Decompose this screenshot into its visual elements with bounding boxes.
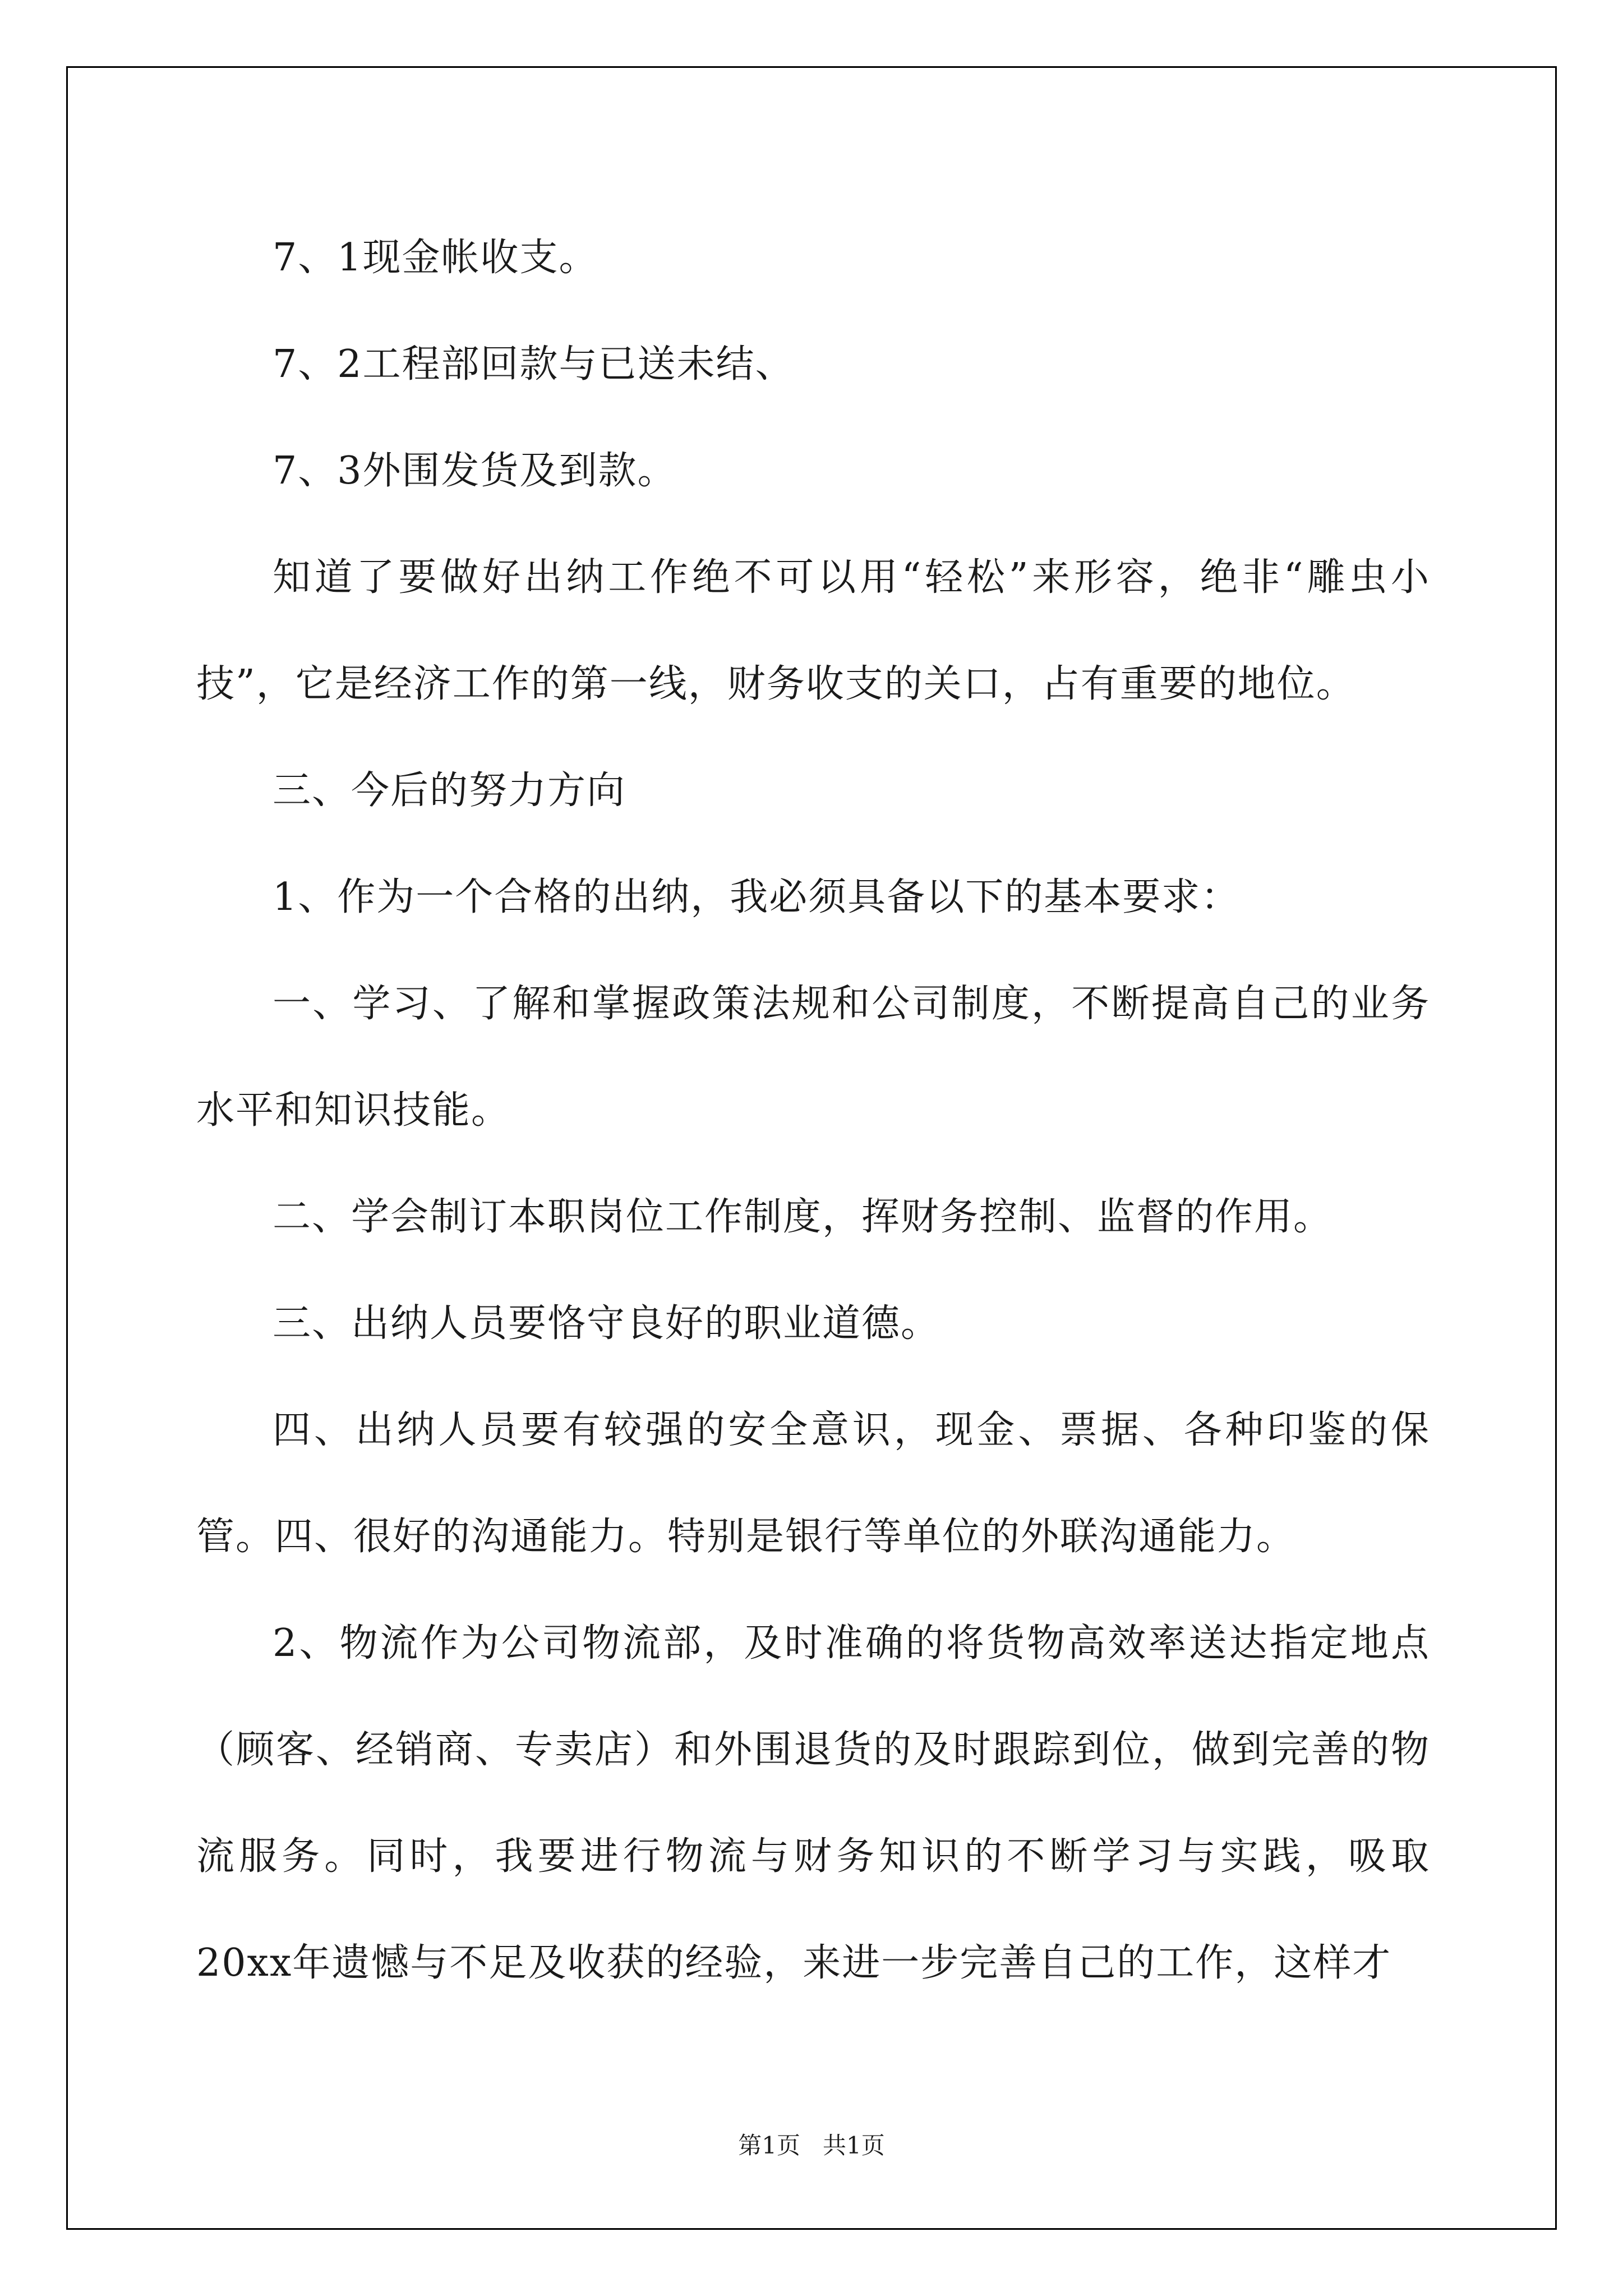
page-total: 共1页 bbox=[823, 2132, 885, 2159]
page-footer bbox=[0, 2127, 1623, 2161]
page-number: 第1页 bbox=[738, 2132, 800, 2159]
paragraph: 1、作为一个合格的出纳，我必须具备以下的基本要求： bbox=[273, 875, 1241, 919]
paragraph: 7、3外围发货及到款。 bbox=[273, 449, 677, 493]
paragraph: 2、物流作为公司物流部，及时准确的将货物高效率送达指定地点（顾客、经销商、专卖店）和外围退货的及时跟踪到位，做到完善的物流服务。同时，我要进行物流与财务知识的不断学习与实践，吸取20xx年遗憾与不足及收获的经验，来进一步完善自己的工作，这样才 bbox=[196, 1621, 1430, 1985]
paragraph: 7、1现金帐收支。 bbox=[273, 236, 598, 280]
paragraph: 7、2工程部回款与已送未结、 bbox=[273, 342, 795, 386]
paragraph: 二、学会制订本职岗位工作制度，挥财务控制、监督的作用。 bbox=[273, 1195, 1333, 1239]
paragraph: 四、出纳人员要有较强的安全意识，现金、票据、各种印鉴的保管。四、很好的沟通能力。特别是银行等单位的外联沟通能力。 bbox=[196, 1408, 1430, 1559]
paragraph: 知道了要做好出纳工作绝不可以用“轻松”来形容，绝非“雕虫小技”，它是经济工作的第一线，财务收支的关口，占有重要的地位。 bbox=[196, 555, 1430, 706]
paragraph: 三、出纳人员要恪守良好的职业道德。 bbox=[273, 1301, 940, 1346]
document-body bbox=[196, 205, 1430, 2017]
section-heading: 三、今后的努力方向 bbox=[273, 769, 626, 813]
paragraph: 一、学习、了解和掌握政策法规和公司制度，不断提高自己的业务水平和知识技能。 bbox=[196, 982, 1430, 1133]
